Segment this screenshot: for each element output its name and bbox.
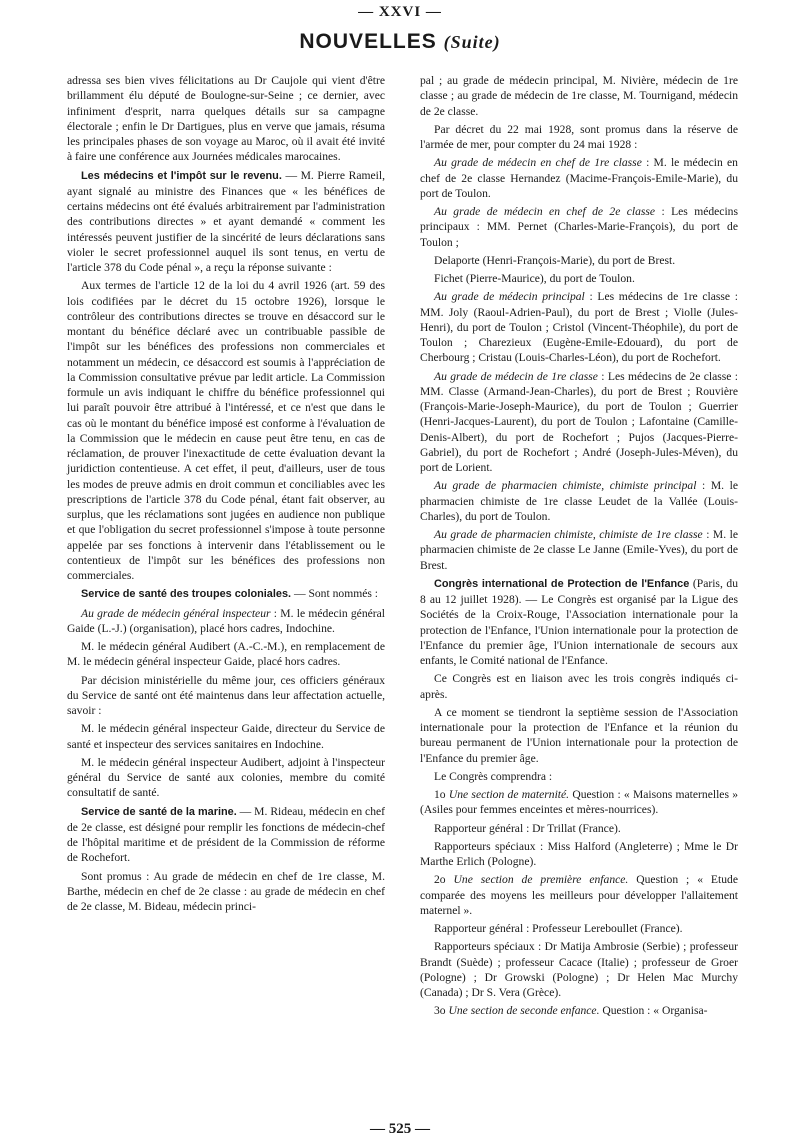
paragraph: Par décret du 22 mai 1928, sont promus dans la réserve de l'armée de mer, pour compter du 24 mai 1928 : <box>420 122 738 151</box>
grade-label: Au grade de médecin en chef de 1re classe <box>434 156 642 170</box>
paragraph: adressa ses bien vives félicitations au Dr Caujole qui vient d'être brillamment élu député de Boulogne-sur-Seine ; ce dernier, avec infiniment d'esprit, narra quelques détails sur sa campagne électorale ; enfin le Dr Dartigues, plus en verve que jamais, résuma les principales phases de son voyage au Maroc, où il avait été invité à faire une conférence aux Journées médicales marocaines. <box>67 74 385 164</box>
paragraph: Rapporteur général : Dr Trillat (France). <box>434 821 621 835</box>
paragraph: M. le médecin général inspecteur Audibert, adjoint à l'inspecteur général du Service de santé aux colonies, membre du comité consultatif de santé. <box>67 755 385 800</box>
section-number: 2o <box>434 873 454 887</box>
section-title-suffix: (Suite) <box>443 32 501 52</box>
grade-label: Au grade de pharmacien chimiste, chimiste de 1re classe <box>434 528 703 541</box>
paragraph: pal ; au grade de médecin principal, M. Nivière, médecin de 1re classe ; au grade de médecin de 1re classe, M. Tournigand, médecin de 2e classe. <box>420 74 738 118</box>
article-body: — Sont nommés : <box>291 587 379 601</box>
paragraph <box>420 872 738 918</box>
paragraph <box>420 289 738 365</box>
section-label: Une section de seconde enfance. <box>448 1004 600 1018</box>
article-body: — M. Rideau, médecin en chef de 2e classe, est désigné pour remplir les fonctions de médecin-chef de l'hôpital maritime et de président de la Commission de réforme de Rochefort. <box>67 804 386 865</box>
paragraph <box>67 606 385 637</box>
paragraph-body: : M. le pharmacien chimiste de 2e classe Le Janne (Emile-Yves), du port de Brest. <box>420 528 738 572</box>
paragraph: Rapporteurs spéciaux : Dr Matija Ambrosie (Serbie) ; professeur Brandt (Suède) ; professeur Cacace (Italie) ; professeur de Groer (Pologne) ; Dr Growski (Pologne) ; Dr Helen Mac Murchy (Canada) ; Dr S. Vera (Grèce). <box>420 940 738 999</box>
paragraph-body: : Les médecins de 2e classe : MM. Classe (Armand-Jean-Charles), du port de Brest ; Rouvière (François-Marie-Joseph-Maurice), du port de Toulon ; Guerrier (Henri-Jacques-Laurent), du port de Toulon ; Lafontaine (Camille-Denis-Albert), du port de Rochefort ; Pujos (Jacques-Pierre-Gabriel), du port de Rochefort ; André (Joseph-Jules-Méven), du port de Lorient. <box>420 369 738 474</box>
paragraph: Rapporteurs spéciaux : Miss Halford (Angleterre) ; Mme le Dr Marthe Erlich (Pologne). <box>420 839 738 868</box>
paragraph: Par décision ministérielle du même jour, ces officiers généraux du Service de santé ont été maintenus dans leur affectation actuelle, savoir : <box>67 673 385 717</box>
grade-label: Au grade de pharmacien chimiste, chimiste principal <box>434 479 697 493</box>
right-column <box>420 73 738 1019</box>
paragraph <box>420 369 738 476</box>
paragraph: Sont promus : Au grade de médecin en chef de 1re classe, M. Barthe, médecin en chef de 2e classe : au grade de médecin en chef de 2e classe, M. Bideau, médecin princi- <box>67 869 385 913</box>
paragraph-body: Question ; « Etude comparée des moyens les meilleurs pour développer l'allaitement maternel ». <box>420 873 738 917</box>
paragraph <box>420 478 738 524</box>
paragraph-body: Question : « Organisa- <box>599 1004 708 1018</box>
paragraph: Fichet (Pierre-Maurice), du port de Toulon. <box>434 272 635 285</box>
paragraph-body: : Les médecins principaux : MM. Pernet (Charles-Marie-François), du port de Toulon ; <box>420 205 738 249</box>
section-title <box>0 30 800 54</box>
paragraph-body: : M. le médecin en chef de 2e classe Hernandez (Macime-François-Emile-Marie), du port de Toulon. <box>420 156 738 200</box>
article-body: (Paris, du 8 au 12 juillet 1928). — Le Congrès est organisé par la Ligue des Sociétés de la Croix-Rouge, l'Association internationale pour la protection de l'Enfance, l'Union internationale pour la protection de l'Enfance du premier âge, l'Union internationale de secours aux enfants, le Comité national de l'Enfance. <box>420 576 739 667</box>
grade-label: Au grade de médecin de 1re classe <box>434 369 598 383</box>
article-heading: Congrès international de Protection de l'Enfance <box>434 577 690 590</box>
paragraph <box>420 1003 738 1018</box>
section-number: 1o <box>434 788 449 801</box>
section-number: 3o <box>434 1004 449 1018</box>
page-number: — 525 — <box>370 1121 430 1137</box>
article-heading: Les médecins et l'impôt sur le revenu. <box>81 169 282 182</box>
section-label: Une section de maternité. <box>448 788 570 801</box>
paragraph-body: Question : « Maisons maternelles » (Asiles pour femmes enceintes et mères-nourrices). <box>420 788 739 817</box>
paragraph: Aux termes de l'article 12 de la loi du 4 avril 1926 (art. 59 des lois codifiées par le décret du 15 octobre 1926), lorsque le contrôleur des contributions directes se trouve en désaccord sur le montant du bénéfice déclaré avec un contribuable passible de l'impôt sur les bénéfices des professions non commerciales et notamment un médecin, ce désaccord est soumis à l'appréciation de la Commission consultative prévue par ledit article. La Commission formule un avis indiquant le chiffre du bénéfice professionnel qui lui paraît pouvoir être attribué à l'intéressé, et ce n'est que dans le cas où le montant du bénéfice imposé est conforme à l'évaluation de la Commission que le médecin en cause peut être tenu, en cas de réclamation, de prouver l'inexactitude de cette évaluation devant la juridiction contentieuse. A cet effet, il peut, d'ailleurs, user de tous les modes de preuve admis en droit commun et conciliables avec les prescriptions de l'article 378 du Code pénal, étant fait observer, au surplus, que les réclamations sont jugées en audience non publique et que l'obligation du secret professionnel s'impose à toute personne appelée par ses fonctions à intervenir dans l'établissement ou le contentieux de l'impôt sur les bénéfices des professions non commerciales. <box>67 279 385 582</box>
paragraph: M. le médecin général Audibert (A.-C.-M.), en remplacement de M. le médecin général inspecteur Gaide, placé hors cadres. <box>67 640 385 669</box>
paragraph: Delaporte (Henri-François-Marie), du port de Brest. <box>434 253 676 267</box>
paragraph: Ce Congrès est en liaison avec les trois congrès indiqués ci-après. <box>420 672 738 701</box>
paragraph <box>420 155 738 201</box>
left-column <box>67 73 385 914</box>
grade-label: Au grade de médecin en chef de 2e classe <box>434 205 656 218</box>
paragraph: M. le médecin général inspecteur Gaide, directeur du Service de santé et inspecteur des services sanitaires en Indochine. <box>67 722 385 751</box>
article-body: — M. Pierre Rameil, ayant signalé au ministre des Finances que « les bénéfices de certains médecins ont été évalués arbitrairement par l'administration des contributions directes » et ayant demandé « comment les intéressés peuvent justifier de la sincérité de leurs déclarations sans violer le secret professionnel auquel ils sont tenus, en vertu de l'article 378 du Code pénal », a reçu la réponse suivante : <box>67 168 385 274</box>
page-roman-numeral: — XXVI — <box>358 4 442 20</box>
article-congres-enfance <box>420 576 738 669</box>
article-heading: Service de santé des troupes coloniales. <box>81 588 292 601</box>
section-title-text: NOUVELLES <box>299 30 437 53</box>
article-troupes-coloniales <box>67 586 385 602</box>
paragraph-body: : Les médecins de 1re classe : MM. Joly (Raoul-Adrien-Paul), du port de Brest ; Violle (Jules-Henri), du port de Toulon ; Cristol (Vincent-Théophile), du port de Toulon ; Charezieux (Eugène-Emile-Edouard), du port de Cherbourg ; Cristau (Louis-Charles-Léon), du port de Rochefort. <box>420 290 738 365</box>
paragraph <box>420 527 738 573</box>
paragraph <box>420 787 738 818</box>
article-med-impot <box>67 168 385 276</box>
grade-label: Au grade de médecin principal <box>434 290 585 304</box>
grade-label: Au grade de médecin général inspecteur <box>81 606 271 620</box>
paragraph: A ce moment se tiendront la septième session de l'Association internationale pour la protection de l'Enfance et la réunion du bureau permanent de l'Union internationale pour la protection de l'Enfance du premier âge. <box>420 705 738 765</box>
section-label: Une section de première enfance. <box>453 873 629 887</box>
paragraph: Le Congrès comprendra : <box>434 769 553 783</box>
paragraph <box>420 204 738 250</box>
paragraph-body: : M. le pharmacien chimiste de 1re classe Leudet de la Vallée (Louis-Charles), du port de Toulon. <box>420 479 738 523</box>
paragraph: Rapporteur général : Professeur Lereboullet (France). <box>434 922 683 935</box>
article-heading: Service de santé de la marine. <box>81 805 237 818</box>
paragraph-body: : M. le médecin général Gaide (L.-J.) (organisation), placé hors cadres, Indochine. <box>67 606 385 635</box>
article-sante-marine <box>67 804 385 866</box>
